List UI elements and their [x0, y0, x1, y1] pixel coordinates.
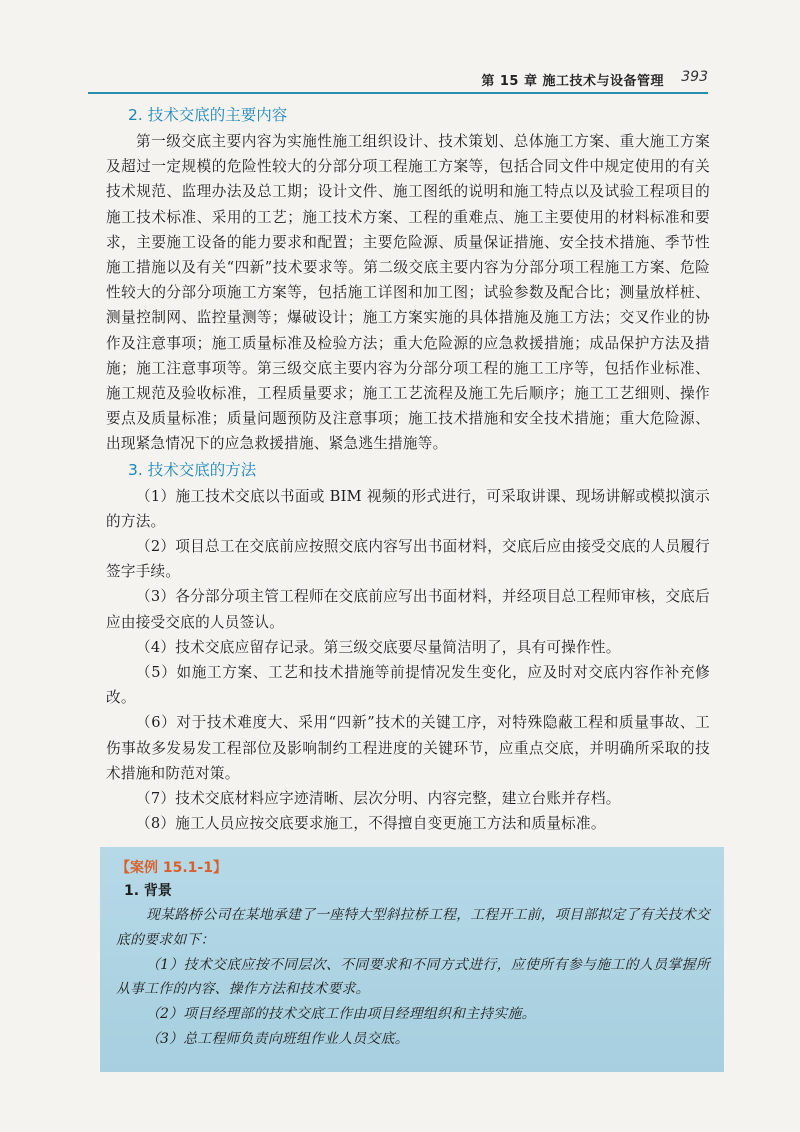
section-heading-main-content: 2. 技术交底的主要内容 [128, 106, 288, 124]
case-subheading: 1. 背景 [124, 883, 172, 899]
method-item-3: （3）各分部分项主管工程师在交底前应写出书面材料，并经项目总工程师审核，交底后应由接受交底的人员签认。 [106, 588, 710, 631]
running-header [88, 66, 708, 94]
method-item-4: （4）技术交底应留存记录。第三级交底要尽量简洁明了，具有可操作性。 [136, 638, 621, 656]
method-item-8: （8）施工人员应按交底要求施工，不得擅自变更施工方法和质量标准。 [136, 815, 606, 833]
case-title: 【案例 15.1-1】 [116, 860, 227, 876]
method-item-6: （6）对于技术难度大、采用“四新”技术的关键工序，对特殊隐蔽工程和质量事故、工伤事故多发易发工程部位及影响制约工程进度的关键环节，应重点交底，并明确所采取的技术措施和防范对策。 [106, 714, 710, 782]
case-paragraph-2: （1）技术交底应按不同层次、不同要求和不同方式进行，应使所有参与施工的人员掌握所从事工作的内容、操作方法和技术要求。 [116, 956, 710, 998]
case-paragraph-4: （3）总工程师负责向班组作业人员交底。 [146, 1030, 409, 1047]
method-item-1: （1）施工技术交底以书面或 BIM 视频的形式进行，可采取讲课、现场讲解或模拟演示的方法。 [106, 487, 710, 530]
section-heading-methods: 3. 技术交底的方法 [128, 460, 257, 479]
method-item-7: （7）技术交底材料应字迹清晰、层次分明、内容完整，建立台账并存档。 [136, 790, 621, 808]
chapter-title: 第 15 章 施工技术与设备管理 [481, 74, 664, 89]
main-content [106, 104, 710, 836]
page-number: 393 [681, 69, 708, 85]
method-item-2: （2）项目总工在交底前应按照交底内容写出书面材料，交底后应由接受交底的人员履行签字手续。 [106, 538, 710, 581]
case-study-box [100, 847, 724, 1072]
case-paragraph-1: 现某路桥公司在某地承建了一座特大型斜拉桥工程，工程开工前，项目部拟定了有关技术交底的要求如下： [116, 907, 710, 948]
section-body-main-content: 第一级交底主要内容为实施性施工组织设计、技术策划、总体施工方案、重大施工方案及超过一定规模的危险性较大的分部分项工程施工方案等，包括合同文件中规定使用的有关技术规范、监理办法及总工期；设计文件、施工图纸的说明和施工特点以及试验工程项目的施工技术标准、采用的工艺；施工技术方案、工程的重难点、施工主要使用的材料标准和要求，主要施工设备的能力要求和配置；主要危险源、质量保证措施、安全技术措施、季节性施工措施以及有关“四新”技术要求等。第二级交底主要内容为分部分项工程施工方案、危险性较大的分部分项施工方案等，包括施工详图和加工图；试验参数及配合比；测量放样桩、测量控制网、监控量测等；爆破设计；施工方案实施的具体措施及施工方法；交叉作业的协作及注意事项；施工质量标准及检验方法；重大危险源的应急救援措施；成品保护方法及措施；施工注意事项等。第三级交底主要内容为分部分项工程的施工工序等，包括作业标准、施工规范及验收标准，工程质量要求；施工工艺流程及施工先后顺序；施工工艺细则、操作要点及质量标准；质量问题预防及注意事项；施工技术措施和安全技术措施；重大危险源、出现紧急情况下的应急救援措施、紧急逃生措施等。 [106, 133, 710, 453]
case-paragraph-3: （2）项目经理部的技术交底工作由项目经理组织和主持实施。 [146, 1006, 536, 1023]
method-item-5: （5）如施工方案、工艺和技术措施等前提情况发生变化，应及时对交底内容作补充修改。 [106, 664, 710, 707]
